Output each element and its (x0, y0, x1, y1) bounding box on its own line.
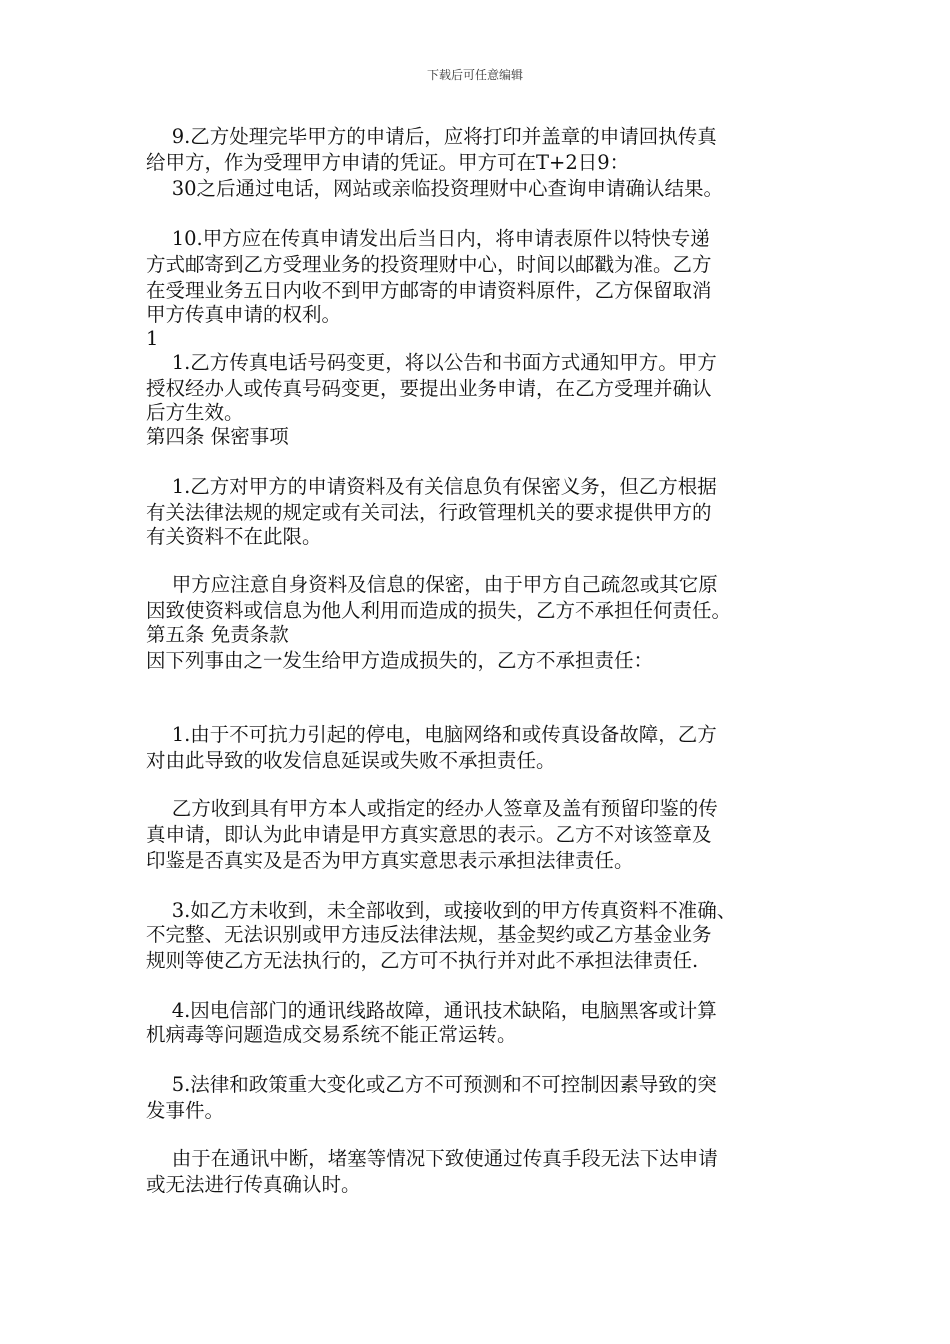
text-line: 30之后通过电话，网站或亲临投资理财中心查询申请确认结果。 (146, 177, 724, 200)
page-header: 下载后可任意编辑 (426, 68, 523, 82)
text-line: 有关法律法规的规定或有关司法，行政管理机关的要求提供甲方的 (146, 501, 712, 524)
text-line: 4.因电信部门的通讯线路故障，通讯技术缺陷，电脑黑客或计算 (146, 999, 717, 1022)
text-line: 印鉴是否真实及是否为甲方真实意思表示承担法律责任。 (146, 849, 634, 872)
text-line: 1.乙方传真电话号码变更，将以公告和书面方式通知甲方。甲方 (146, 351, 717, 374)
text-line: 发事件。 (146, 1099, 225, 1122)
section-heading: 第五条 免责条款 (146, 623, 289, 646)
text-line: 甲方应注意自身资料及信息的保密，由于甲方自己疏忽或其它原 (146, 573, 718, 596)
text-line: 5.法律和政策重大变化或乙方不可预测和不可控制因素导致的突 (146, 1073, 717, 1096)
text-line: 3.如乙方未收到，未全部收到，或接收到的甲方传真资料不准确、 (146, 899, 737, 922)
text-line: 有关资料不在此限。 (146, 525, 322, 548)
text-line: 因致使资料或信息为他人利用而造成的损失，乙方不承担任何责任。 (146, 599, 732, 622)
text-line: 1 (146, 327, 159, 350)
text-line: 甲方传真申请的权利。 (146, 303, 342, 326)
text-line: 1.乙方对甲方的申请资料及有关信息负有保密义务，但乙方根据 (146, 475, 717, 498)
text-line: 对由此导致的收发信息延误或失败不承担责任。 (146, 749, 556, 772)
text-line: 10.甲方应在传真申请发出后当日内，将申请表原件以特快专递 (146, 227, 710, 250)
text-line: 1.由于不可抗力引起的停电，电脑网络和或传真设备故障，乙方 (146, 723, 717, 746)
text-line: 9.乙方处理完毕甲方的申请后，应将打印并盖章的申请回执传真 (146, 125, 717, 148)
text-line: 机病毒等问题造成交易系统不能正常运转。 (146, 1023, 517, 1046)
text-line: 因下列事由之一发生给甲方造成损失的，乙方不承担责任： (146, 649, 654, 672)
text-line: 后方生效。 (146, 401, 244, 424)
text-line: 给甲方，作为受理甲方申请的凭证。甲方可在T+2日9： (146, 151, 630, 174)
text-line: 规则等使乙方无法执行的，乙方可不执行并对此不承担法律责任. (146, 949, 699, 972)
text-line: 乙方收到具有甲方本人或指定的经办人签章及盖有预留印鉴的传 (146, 797, 718, 820)
text-line: 在受理业务五日内收不到甲方邮寄的申请资料原件，乙方保留取消 (146, 279, 712, 302)
section-heading: 第四条 保密事项 (146, 425, 289, 448)
text-line: 或无法进行传真确认时。 (146, 1173, 361, 1196)
text-line: 真申请，即认为此申请是甲方真实意思的表示。乙方不对该签章及 (146, 823, 712, 846)
text-line: 不完整、无法识别或甲方违反法律法规，基金契约或乙方基金业务 (146, 923, 712, 946)
text-line: 授权经办人或传真号码变更，要提出业务申请，在乙方受理并确认 (146, 377, 712, 400)
text-line: 由于在通讯中断，堵塞等情况下致使通过传真手段无法下达申请 (146, 1147, 718, 1170)
text-line: 方式邮寄到乙方受理业务的投资理财中心，时间以邮戳为准。乙方 (146, 253, 712, 276)
